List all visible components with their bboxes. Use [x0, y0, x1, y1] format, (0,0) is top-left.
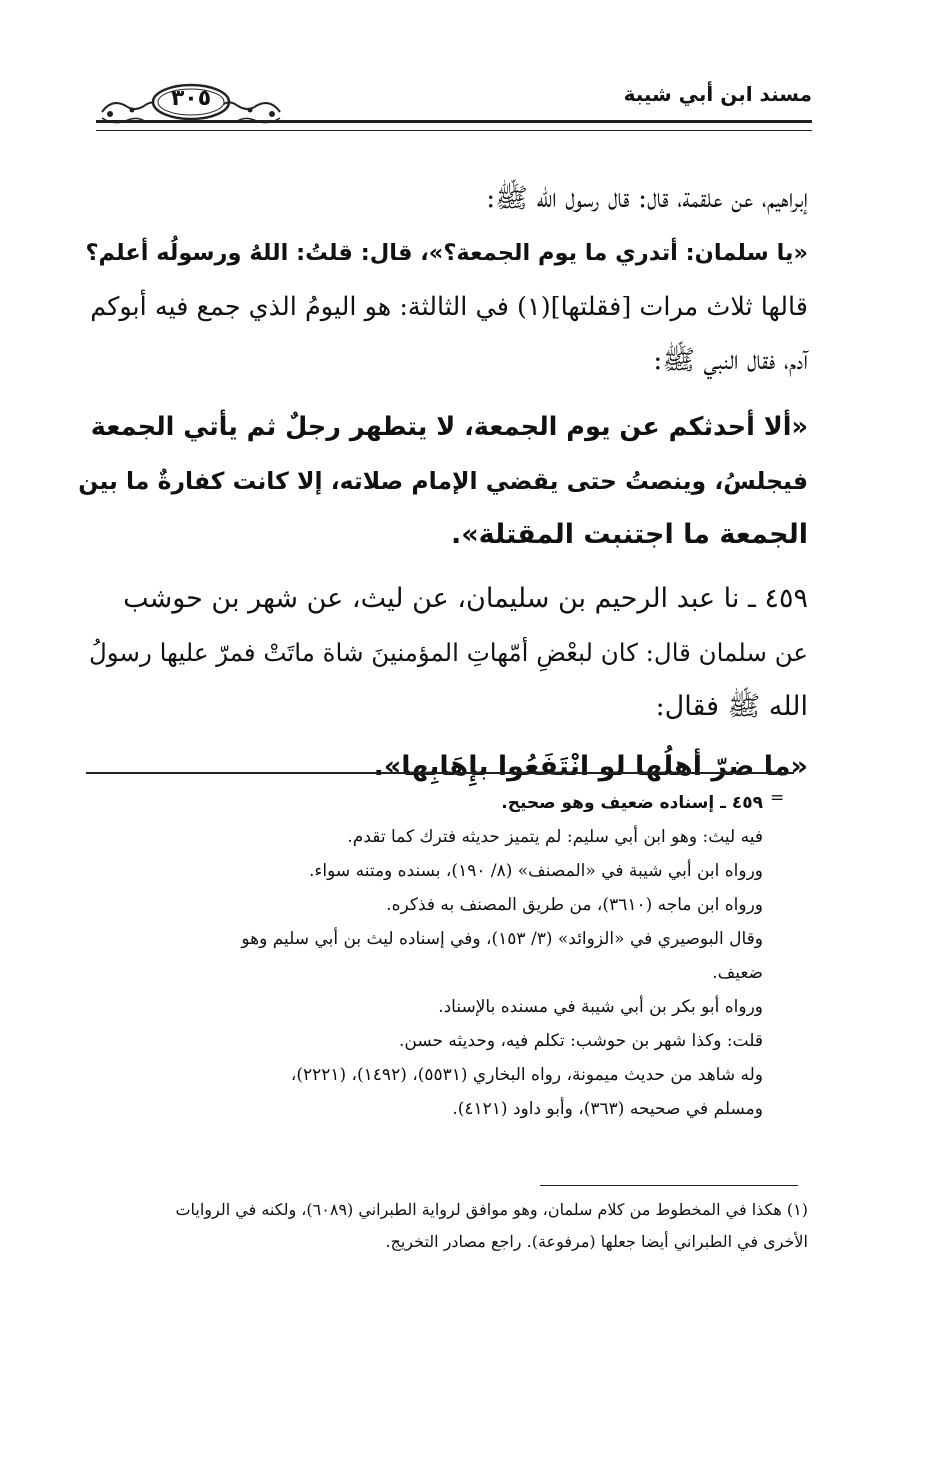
note-line: الأخرى في الطبراني أيضا جعلها (مرفوعة). راجع مصادر التخريج. — [385, 1232, 808, 1251]
text-line: آدم، فقال النبي ﷺ: — [653, 345, 808, 376]
takhrij-line: ضعيف. — [712, 963, 763, 983]
takhrij-line: ورواه ابن ماجه (٣٦١٠)، من طريق المصنف به فذكره. — [386, 895, 763, 915]
page-header — [96, 80, 812, 130]
takhrij-footnotes — [78, 786, 763, 1126]
main-text — [78, 172, 808, 794]
editor-note — [78, 1194, 808, 1258]
text-line: عن سلمان قال: كان لبعْضِ أمّهاتِ المؤمنينَ شاة ماتَتْ فمرّ عليها رسولُ — [88, 638, 808, 667]
book-title: مسند ابن أبي شيبة — [623, 82, 812, 106]
takhrij-line: ورواه ابن أبي شيبة في «المصنف» (٨/ ١٩٠)، بسنده ومتنه سواء. — [309, 861, 763, 881]
hadith-line: «ما ضرّ أهلُها لو انْتَفَعُوا بإِهَابِها». — [373, 751, 808, 782]
hadith-line: الجمعة ما اجتنبت المقتلة». — [450, 519, 808, 550]
takhrij-line: ومسلم في صحيحه (٣٦٣)، وأبو داود (٤١٢١). — [452, 1099, 763, 1119]
hadith-line: «يا سلمان: أتدري ما يوم الجمعة؟»، قال: قلتُ: اللهُ ورسولُه أعلم؟ — [85, 240, 808, 266]
takhrij-line: قلت: وكذا شهر بن حوشب: تكلم فيه، وحديثه حسن. — [399, 1031, 763, 1051]
continuation-mark: = — [770, 788, 785, 808]
text-line: الله ﷺ فقال: — [655, 691, 808, 722]
text-line: إبراهيم، عن علقمة، قال: قال رسول الله ﷺ: — [486, 183, 808, 214]
page-number: ٣٠٥ — [170, 86, 212, 111]
note-separator — [540, 1185, 798, 1186]
text-line: قالها ثلاث مرات [فقلتها](١) في الثالثة: هو اليومُ الذي جمع فيه أبوكم — [90, 292, 808, 322]
takhrij-line: وله شاهد من حديث ميمونة، رواه البخاري (٥٥٣١)، (١٤٩٢)، (٢٢٢١)، — [290, 1065, 763, 1085]
footnote-separator — [86, 772, 794, 774]
hadith-line: «ألا أحدثكم عن يوم الجمعة، لا يتطهر رجلٌ ثم يأتي الجمعة — [90, 412, 808, 442]
takhrij-line: ورواه أبو بكر بن أبي شيبة في مسنده بالإسناد. — [438, 997, 763, 1017]
note-line: (١) هكذا في المخطوط من كلام سلمان، وهو موافق لرواية الطبراني (٦٠٨٩)، ولكنه في الروايات — [175, 1200, 808, 1219]
header-rule — [96, 120, 812, 131]
takhrij-line: وقال البوصيري في «الزوائد» (٣/ ١٥٣)، وفي إسناده ليث بن أبي سليم وهو — [241, 929, 763, 949]
hadith-number-line: ٤٥٩ ـ نا عبد الرحيم بن سليمان، عن ليث، عن شهر بن حوشب — [123, 583, 808, 614]
takhrij-line: فيه ليث: وهو ابن أبي سليم: لم يتميز حديثه فترك كما تقدم. — [347, 827, 763, 847]
hadith-line: فيجلسُ، وينصتُ حتى يقضي الإمام صلاته، إلا كانت كفارةٌ ما بين — [78, 467, 808, 495]
takhrij-heading: ٤٥٩ ـ إسناده ضعيف وهو صحيح. — [501, 793, 763, 813]
